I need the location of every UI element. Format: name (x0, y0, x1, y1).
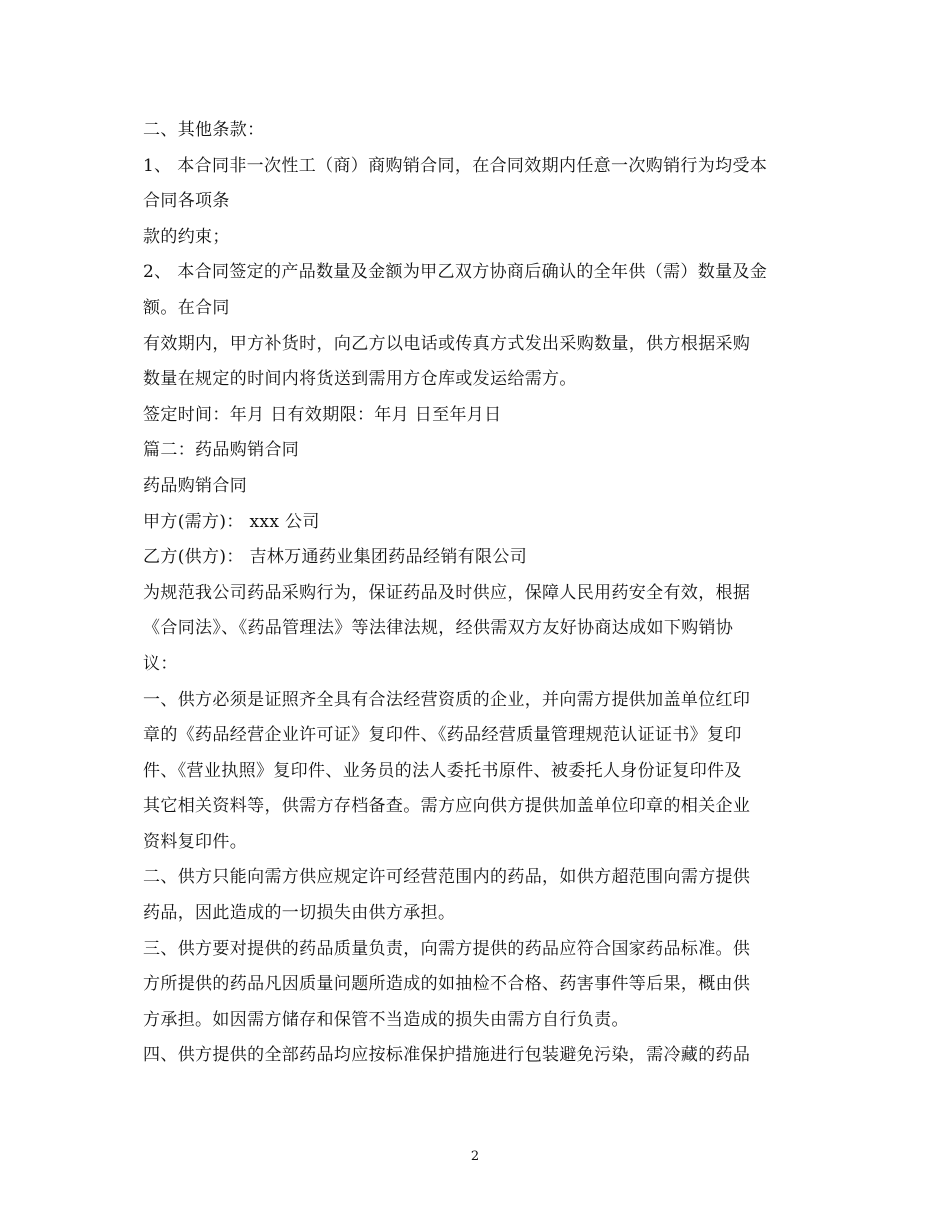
text-line: 数量在规定的时间内将货送到需用方仓库或发运给需方。 (143, 369, 577, 390)
text-line: 款的约束； (143, 226, 230, 247)
text-line: 额。在合同 (143, 297, 230, 318)
document-body (143, 113, 823, 1074)
party-a: 甲方(需方)： xxx 公司 (143, 511, 320, 532)
text-line: 2、 本合同签定的产品数量及金额为甲乙双方协商后确认的全年供（需）数量及金 (143, 262, 768, 283)
text-line: 《合同法》、《药品管理法》等法律法规，经供需双方友好协商达成如下购销协 (143, 618, 734, 639)
section-heading: 篇二：药品购销合同 (143, 440, 300, 461)
text-line: 方所提供的药品凡因质量问题所造成的如抽检不合格、药害事件等后果，概由供 (143, 974, 751, 995)
text-line: 章的《药品经营企业许可证》复印件、《药品经营质量管理规范认证证书》复印 (143, 725, 742, 746)
text-line: 为规范我公司药品采购行为，保证药品及时供应，保障人民用药安全有效，根据 (143, 582, 751, 603)
party-b: 乙方(供方)： 吉林万通药业集团药品经销有限公司 (143, 547, 528, 568)
page-number: 2 (470, 1149, 480, 1164)
text-line: 有效期内，甲方补货时，向乙方以电话或传真方式发出采购数量，供方根据采购 (143, 333, 751, 354)
text-line: 件、《营业执照》复印件、业务员的法人委托书原件、被委托人身份证复印件及 (143, 760, 742, 781)
text-line: 签定时间：年月 日有效期限：年月 日至年月日 (143, 404, 502, 425)
text-line: 方承担。如因需方储存和保管不当造成的损失由需方自行负责。 (143, 1009, 629, 1030)
text-line: 1、 本合同非一次性工（商）商购销合同，在合同效期内任意一次购销行为均受本 (143, 155, 768, 176)
text-line: 其它相关资料等，供需方存档备查。需方应向供方提供加盖单位印章的相关企业 (143, 796, 751, 817)
text-line: 一、供方必须是证照齐全具有合法经营资质的企业，并向需方提供加盖单位红印 (143, 689, 751, 710)
text-line: 二、供方只能向需方供应规定许可经营范围内的药品，如供方超范围向需方提供 (143, 867, 751, 888)
text-line: 议： (143, 653, 178, 674)
text-line: 药品，因此造成的一切损失由供方承担。 (143, 903, 456, 924)
text-line: 资料复印件。 (143, 831, 248, 852)
text-line: 合同各项条 (143, 191, 230, 212)
document-title: 药品购销合同 (143, 475, 248, 496)
text-line: 三、供方要对提供的药品质量负责，向需方提供的药品应符合国家药品标准。供 (143, 938, 751, 959)
text-line: 四、供方提供的全部药品均应按标准保护措施进行包装避免污染，需冷藏的药品 (143, 1045, 751, 1066)
text-line: 二、其他条款： (143, 120, 265, 140)
